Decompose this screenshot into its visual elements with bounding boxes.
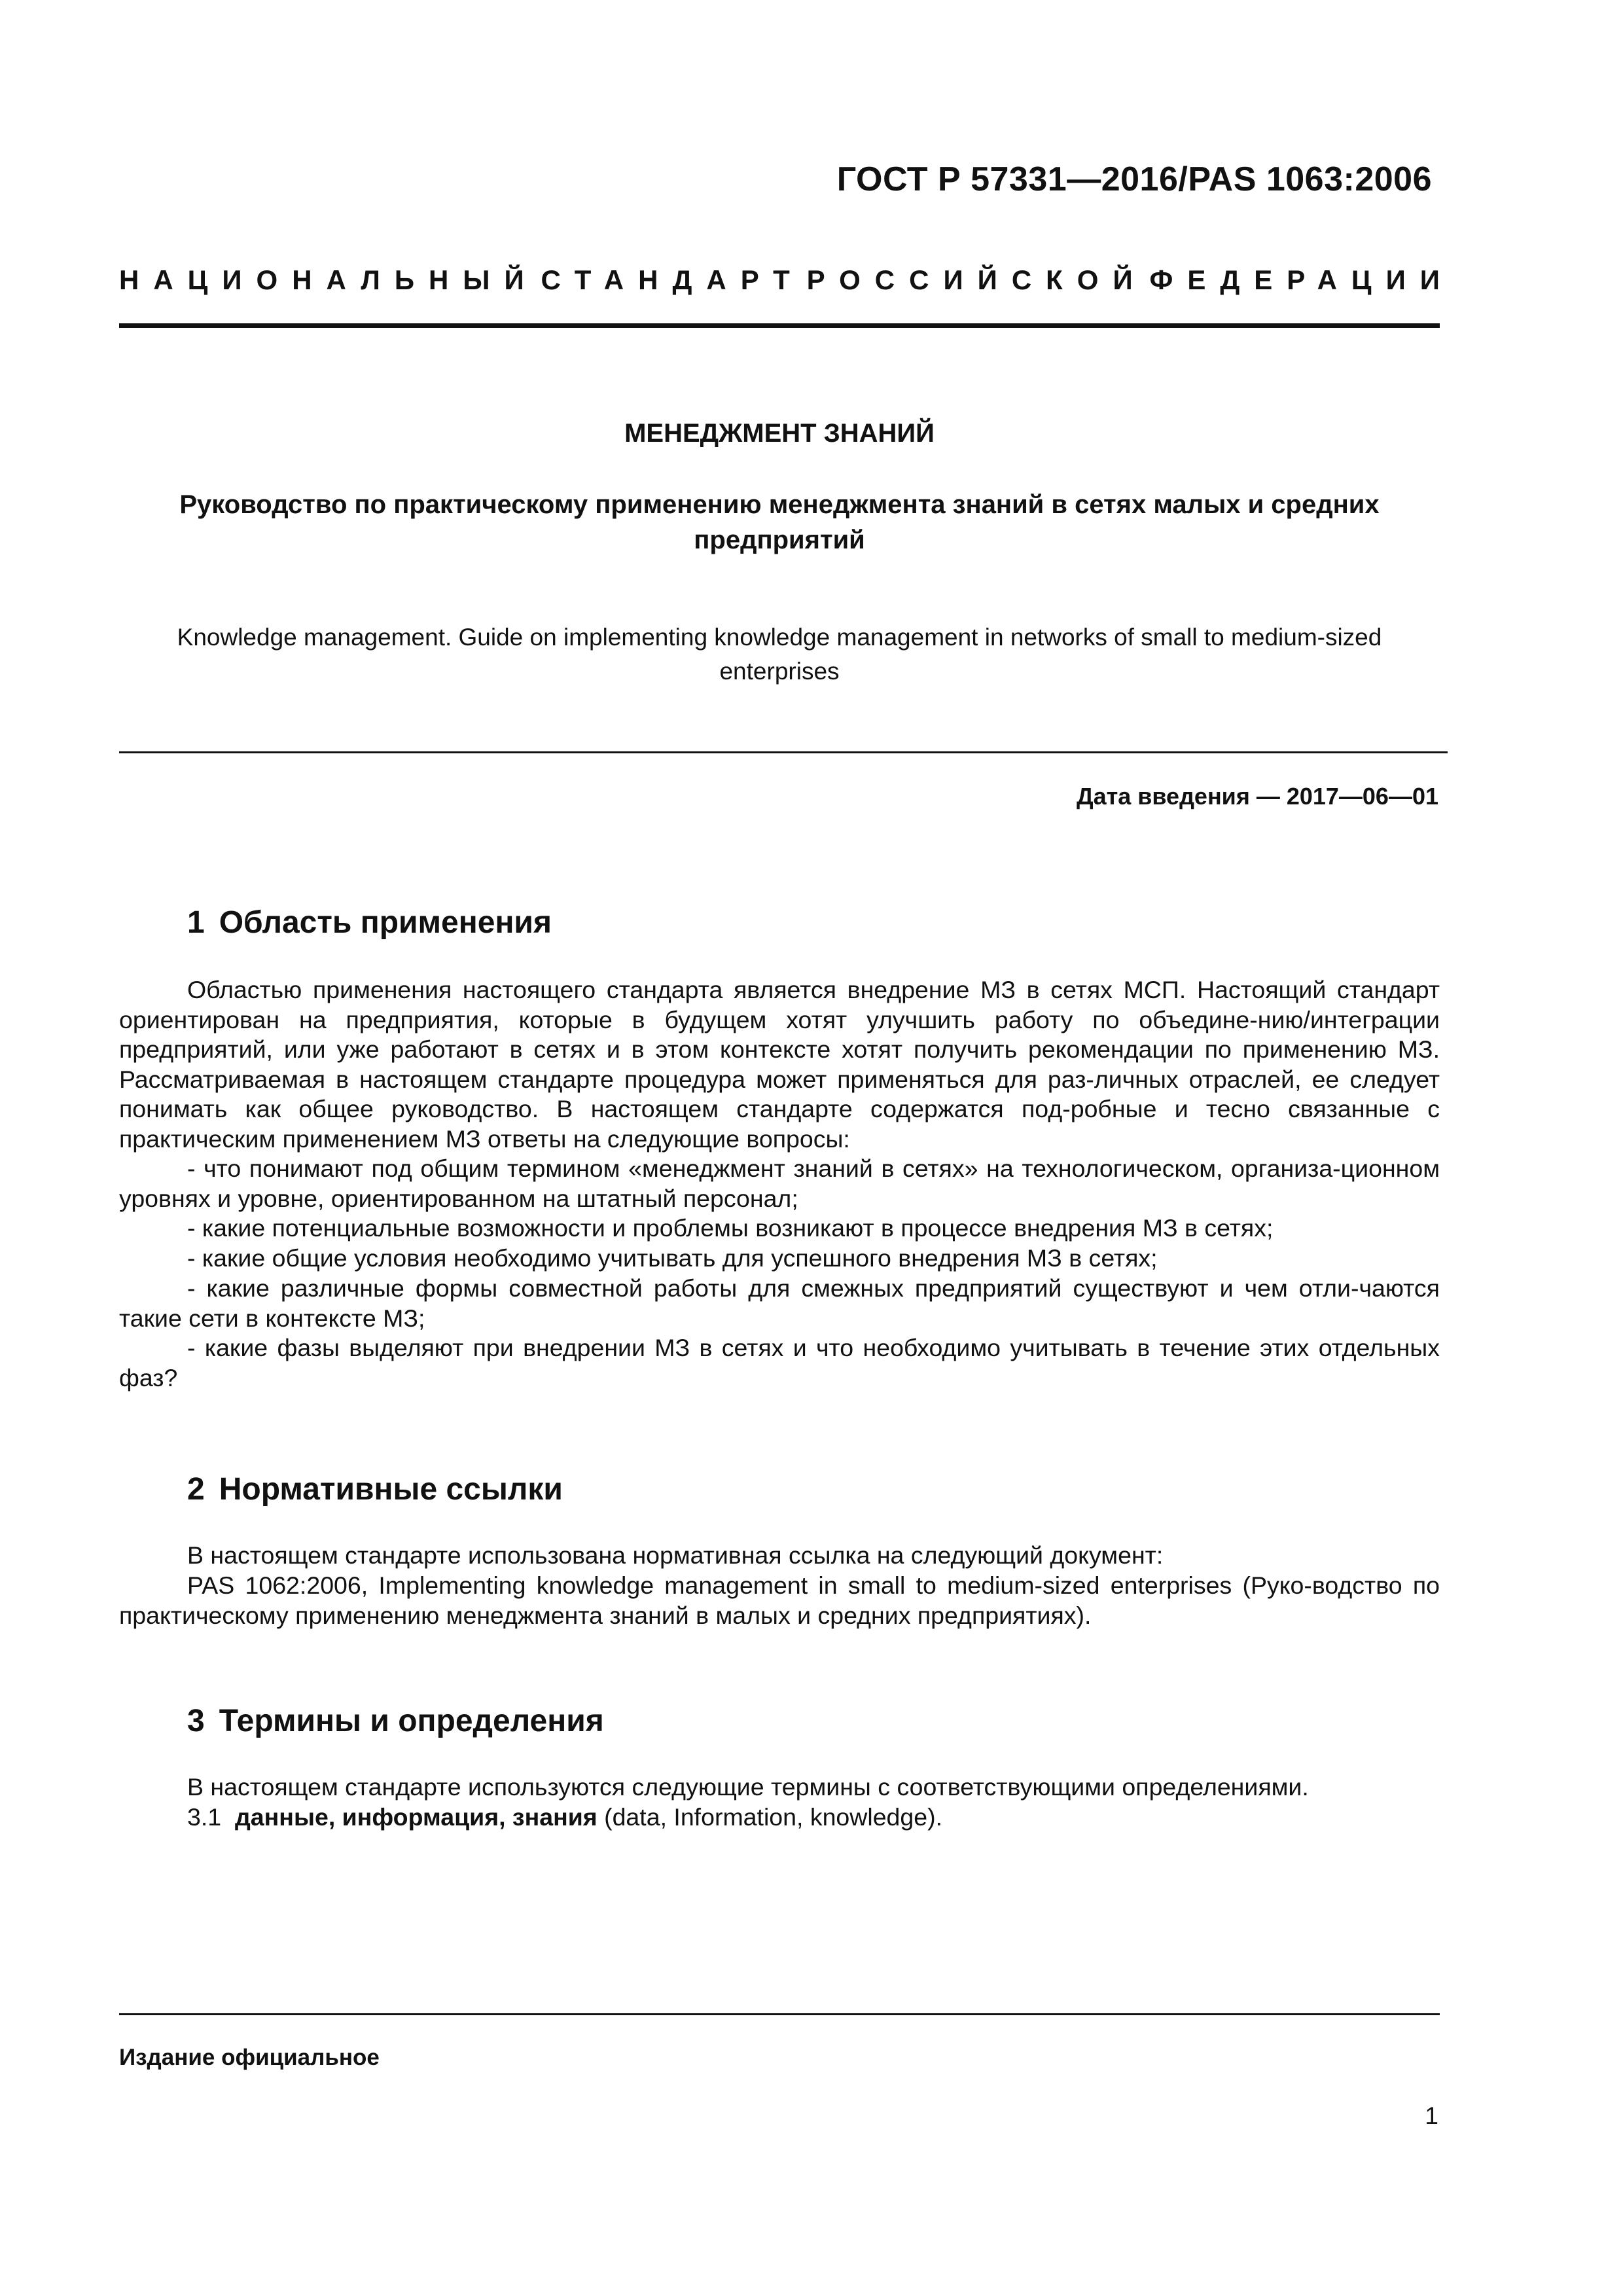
section-title: Термины и определения xyxy=(219,1704,604,1738)
subtitle-line: Руководство по практическому применению менеджмента знаний в сетях малых и средних xyxy=(179,490,1380,519)
normative-reference: PAS 1062:2006, Implementing knowledge management in small to medium-sized enterprises (Руко-водство по практическому применению менеджмента знаний в малых и средних предприятиях). xyxy=(119,1571,1440,1629)
list-item: - какие общие условия необходимо учитывать для успешного внедрения МЗ в сетях; xyxy=(187,1244,1158,1272)
term-name: данные, информация, знания xyxy=(234,1803,597,1831)
list-item: - что понимают под общим термином «менеджмент знаний в сетях» на технологическом, организа-ционном уровнях и уровне, ориентированном на штатный персонал; xyxy=(119,1155,1440,1212)
section-number: 2 xyxy=(187,1472,205,1507)
section-paragraph: В настоящем стандарте использована нормативная ссылка на следующий документ: xyxy=(187,1541,1164,1569)
section-paragraph: В настоящем стандарте используются следующие термины с соответствующими определениями. xyxy=(187,1773,1309,1801)
subtitle-line: предприятий xyxy=(694,526,865,554)
section-paragraph: Областью применения настоящего стандарта является внедрение МЗ в сетях МСП. Настоящий стандарт ориентирован на предприятия, которые в будущем хотят улучшить работу по объедине-нию/интеграции предприятий, или уже работают в сетях и в этом контексте хотят получить рекомендации по применению МЗ. Рассматриваемая в настоящем стандарте процедура может применяться для раз-личных отраслей, ее следует понимать как общее руководство. В настоящем стандарте содержатся под-робные и тесно связанные с практическим применением МЗ ответы на следующие вопросы: xyxy=(119,976,1440,1153)
section-number: 1 xyxy=(187,905,205,940)
date-of-introduction: Дата введения — 2017—06—01 xyxy=(1076,783,1438,810)
banner-word: РОССИЙСКОЙ xyxy=(806,264,1147,295)
section-number: 3 xyxy=(187,1704,205,1738)
section-heading xyxy=(187,1471,563,1507)
banner-word: СТАНДАРТ xyxy=(541,264,804,295)
section-title: Область применения xyxy=(219,905,552,940)
section-title: Нормативные ссылки xyxy=(219,1472,563,1507)
document-code: ГОСТ Р 57331—2016/PAS 1063:2006 xyxy=(836,160,1432,198)
document-title: МЕНЕДЖМЕНТ ЗНАНИЙ xyxy=(624,419,935,448)
header-divider xyxy=(119,323,1440,328)
title-divider xyxy=(119,751,1448,753)
edition-label: Издание официальное xyxy=(119,2045,380,2070)
banner-word: НАЦИОНАЛЬНЫЙ xyxy=(119,264,539,295)
page-number: 1 xyxy=(1425,2102,1438,2129)
english-title-line: enterprises xyxy=(719,658,840,685)
section-heading xyxy=(187,905,552,941)
list-item: - какие потенциальные возможности и проблемы возникают в процессе внедрения МЗ в сетях; xyxy=(187,1214,1274,1242)
list-item: - какие различные формы совместной работы для смежных предприятий существуют и чем отли-чаются такие сети в контексте МЗ; xyxy=(119,1274,1440,1332)
national-standard-banner xyxy=(119,264,1454,296)
list-item: - какие фазы выделяют при внедрении МЗ в сетях и что необходимо учитывать в течение этих отдельных фаз? xyxy=(119,1334,1440,1391)
term-translation: (data, Information, knowledge). xyxy=(597,1803,943,1831)
section-heading xyxy=(187,1703,604,1739)
term-number: 3.1 xyxy=(187,1803,222,1831)
english-title xyxy=(119,620,1440,689)
document-subtitle xyxy=(119,487,1440,558)
banner-word: ФЕДЕРАЦИИ xyxy=(1149,264,1454,295)
english-title-line: Knowledge management. Guide on implementing knowledge management in networks of small to medium-sized xyxy=(177,624,1382,651)
term-entry xyxy=(187,1803,942,1833)
footer-divider xyxy=(119,2013,1440,2015)
